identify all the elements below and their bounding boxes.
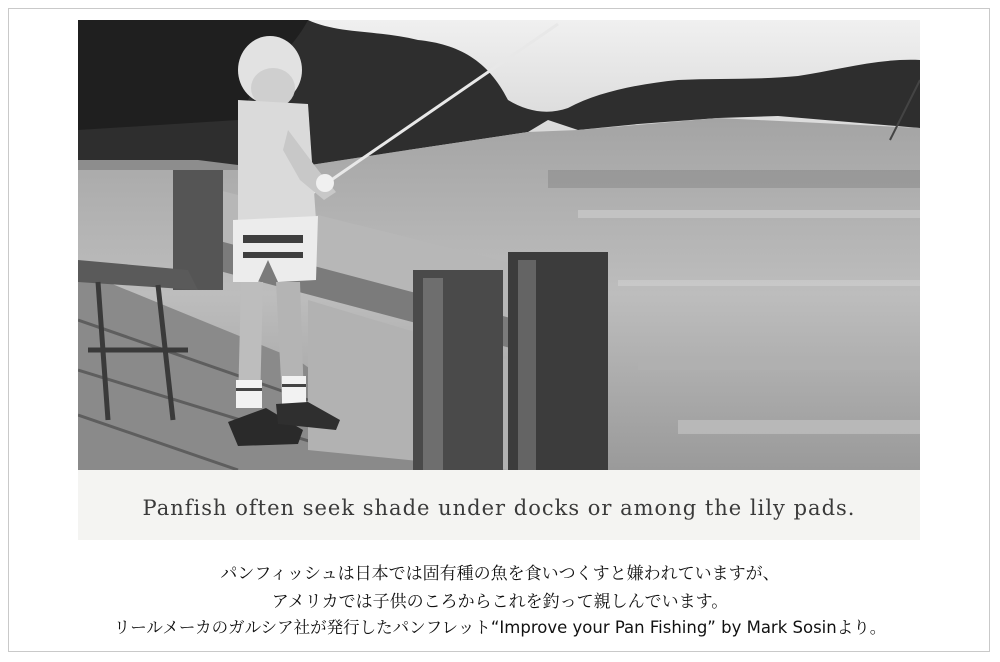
description-line-2: アメリカでは子供のころからこれを釣って親しんでいます。: [271, 592, 729, 612]
photo-caption: Panfish often seek shade under docks or among the lily pads.: [142, 496, 856, 520]
description-line-3: リールメーカのガルシア社が発行したパンフレット“Improve your Pan Fishing” by Mark Sosinより。: [113, 618, 887, 637]
photo-caption-area: [78, 470, 920, 540]
fishing-photo: [78, 20, 920, 470]
description-line-1: パンフィッシュは日本では固有種の魚を食いつくすと嫌われていますが、: [220, 564, 780, 584]
